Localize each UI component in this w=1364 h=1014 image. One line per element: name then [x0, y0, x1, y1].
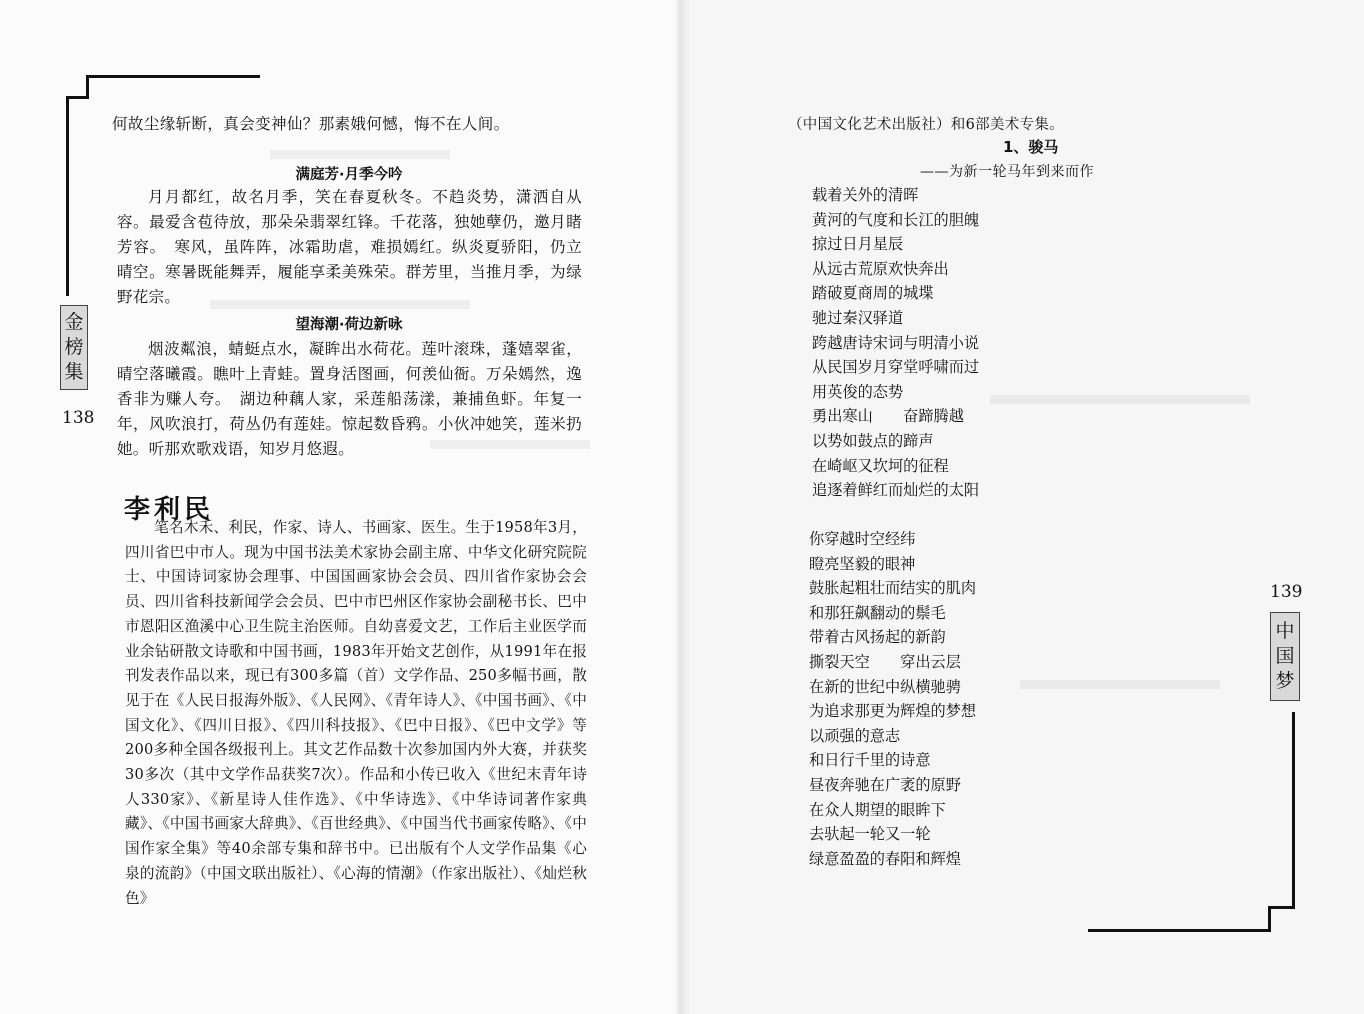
- bio-continuation: （中国文化艺术出版社）和6部美术专集。: [788, 117, 1064, 133]
- verse-line: 在崎岖又坎坷的征程: [812, 456, 949, 475]
- section-title-char: 中: [1275, 620, 1295, 642]
- verse-line: 瞪亮坚毅的眼神: [809, 554, 916, 573]
- verse-line: 带着古风扬起的新韵: [809, 628, 946, 647]
- verse-line: 追逐着鲜红而灿烂的太阳: [812, 481, 980, 500]
- section-title-char: 国: [1275, 645, 1295, 667]
- poem-text: 月月都红，故名月季，笑在春夏秋冬。不趋炎势，潇洒自从容。最爱含苞待放，那朵朵翡翠红锋。千花落，独她孽仍，邀月睹芳容。 寒风，虽阵阵，冰霜助虐，难损嫣红。纵炎夏骄阳，仍立晴空。寒暑既能舞弄，履能享柔美殊荣。群芳里，当推月季，为绿野花宗。: [117, 188, 582, 306]
- verse-line: 从远古荒原欢快奔出: [812, 259, 949, 278]
- poem-stanza: [809, 527, 976, 871]
- section-title-char: 集: [64, 361, 84, 383]
- poem-subtitle: ——为新一轮马年到来而作: [920, 164, 1094, 180]
- frame-line: [1292, 712, 1295, 908]
- verse-line: 从民国岁月穿堂呼啸而过: [812, 358, 980, 377]
- verse-line: 用英俊的态势: [812, 382, 904, 401]
- page-number-left: 138: [62, 408, 95, 428]
- frame-line: [66, 96, 69, 296]
- frame-line: [1268, 906, 1295, 909]
- section-title-char: 榜: [64, 336, 84, 358]
- poem-title: 1、骏马: [1003, 138, 1059, 156]
- bleed-through-mark: [990, 395, 1250, 404]
- verse-line: 绿意盈盈的春阳和辉煌: [809, 849, 961, 868]
- bleed-through-mark: [1020, 680, 1220, 689]
- verse-line: 以势如鼓点的蹄声: [812, 431, 934, 450]
- bleed-through-mark: [270, 150, 450, 159]
- verse-line: 踏破夏商周的城堞: [812, 284, 934, 303]
- verse-line: 跨越唐诗宋词与明清小说: [812, 333, 980, 352]
- frame-line: [86, 75, 260, 78]
- verse-line: 勇出寒山 奋蹄腾越: [812, 407, 964, 426]
- verse-line: 在众人期望的眼眸下: [809, 800, 946, 819]
- section-title-char: 金: [64, 311, 84, 333]
- verse-line: 去驮起一轮又一轮: [809, 825, 931, 844]
- verse-line: 在新的世纪中纵横驰骋: [809, 677, 961, 696]
- verse-line: 载着关外的清晖: [812, 186, 919, 204]
- verse-line: 和那狂飙翻动的鬃毛: [809, 603, 946, 622]
- frame-line: [66, 96, 89, 99]
- poem-title: 望海潮·荷边新咏: [295, 317, 403, 333]
- poem-title: 满庭芳·月季今吟: [295, 167, 403, 183]
- verse-line: 黄河的气度和长江的胆魄: [812, 210, 980, 229]
- frame-line: [1088, 929, 1271, 932]
- verse-line: 以顽强的意志: [809, 726, 901, 745]
- verse-line: 你穿越时空经纬: [809, 530, 916, 548]
- page-number-right: 139: [1270, 582, 1303, 602]
- verse-line: 鼓胀起粗壮而结实的肌肉: [809, 579, 977, 598]
- poem-stanza: [812, 183, 979, 503]
- opening-line: 何故尘缘斩断，真会变神仙？那素娥何憾，悔不在人间。: [112, 115, 510, 133]
- poem-text: 烟波粼浪，蜻蜓点水，凝眸出水荷花。莲叶滚珠，蓬嬉翠雀，晴空落曦霞。瞧叶上青蛙。置身活图画，何羡仙衙。万朵嫣然，逸香非为赚人夸。 湖边种藕人家，采莲船荡漾，兼捕鱼虾。年复一年，风吹浪打，荷丛仍有莲娃。惊起数昏鸦。小伙冲她笑，莲米扔她。听那欢歌戏语，知岁月悠遐。: [117, 340, 582, 458]
- section-title-right: [1270, 612, 1300, 701]
- verse-line: 撕裂天空 穿出云层: [809, 652, 961, 671]
- verse-line: 昼夜奔驰在广袤的原野: [809, 775, 961, 794]
- author-name: 李利民: [124, 495, 215, 525]
- section-title-left: [60, 305, 88, 390]
- section-title-char: 梦: [1275, 670, 1295, 692]
- verse-line: 驰过秦汉驿道: [812, 308, 904, 327]
- book-gutter: [676, 0, 690, 1014]
- author-bio: 笔名木禾、利民，作家、诗人、书画家、医生。生于1958年3月，四川省巴中市人。现为中国书法美术家协会副主席、中华文化研究院院士、中国诗词家协会理事、中国国画家协会会员、四川省作家协会会员、四川省科技新闻学会会员、巴中市巴州区作家协会副秘书长、巴中市恩阳区渔溪中心卫生院主治医师。自幼喜爱文艺，工作后主业医学而业余钻研散文诗歌和中国书画，1983年开始文艺创作，从1991年在报刊发表作品以来，现已有300多篇（首）文学作品、250多幅书画，散见于在《人民日报海外版》、《人民网》、《青年诗人》、《中国书画》、《中国文化》、《四川日报》、《四川科技报》、《巴中日报》、《巴中文学》等200多种全国各级报刊上。其文艺作品数十次参加国内外大赛，并获奖30多次（其中文学作品获奖7次）。作品和小传已收入《世纪末青年诗人330家》、《新星诗人佳作选》、《中华诗选》、《中华诗词著作家典藏》、《中国书画家大辞典》、《百世经典》、《中国当代书画家传略》、《中国作家全集》等40余部专集和辞书中。已出版有个人文学作品集《心泉的流韵》（中国文联出版社）、《心海的情潮》（作家出版社）、《灿烂秋色》: [125, 519, 587, 907]
- verse-line: 掠过日月星辰: [812, 235, 904, 254]
- verse-line: 为追求那更为辉煌的梦想: [809, 702, 977, 721]
- verse-line: 和日行千里的诗意: [809, 751, 931, 770]
